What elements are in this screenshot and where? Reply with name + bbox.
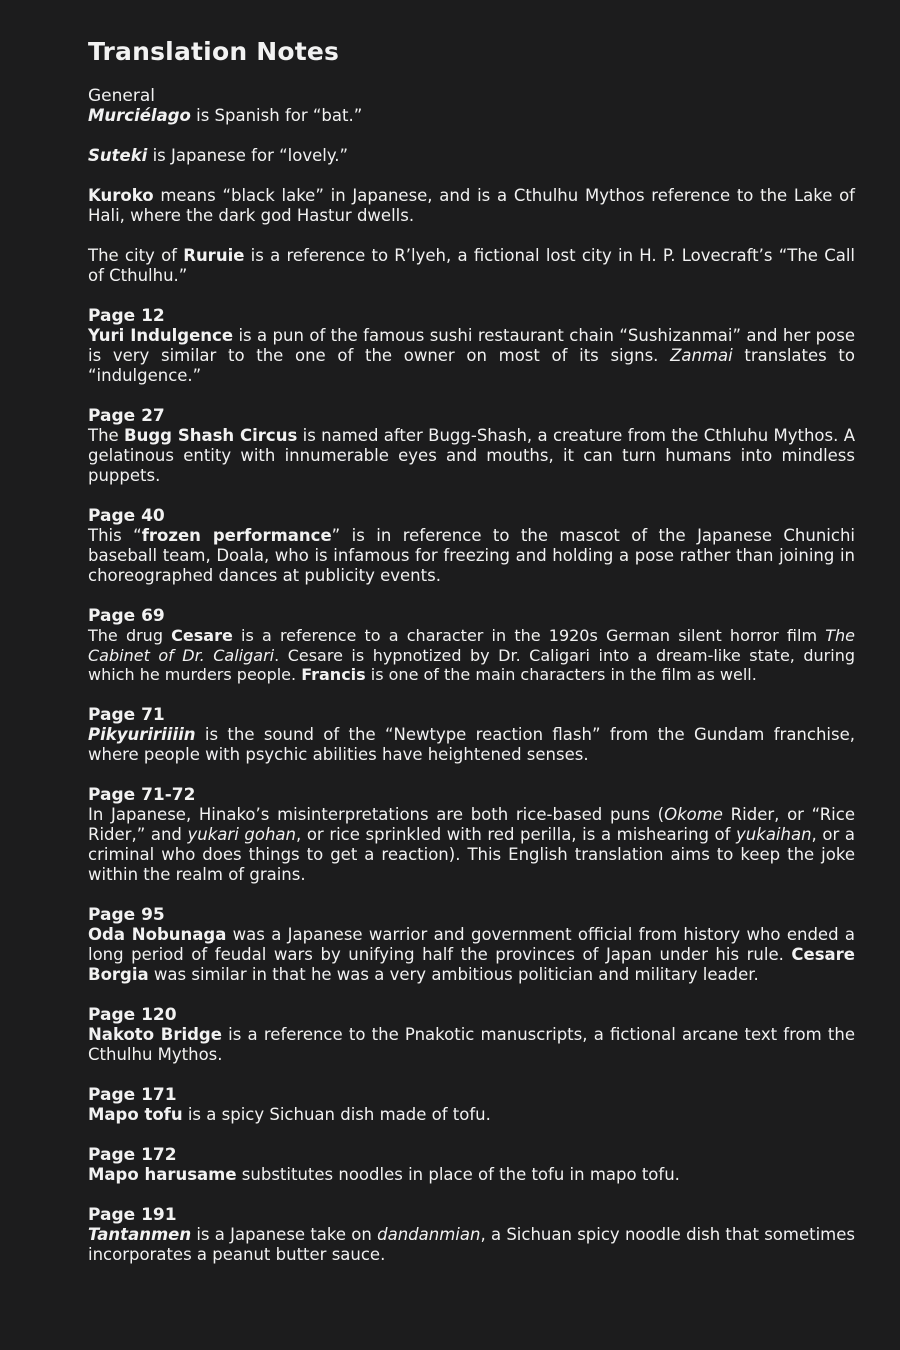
note-section (88, 606, 855, 685)
note-paragraph (88, 925, 855, 985)
emphasized-term: Mapo tofu (88, 1104, 183, 1124)
emphasized-term: Okome (664, 804, 723, 824)
note-text: is a spicy Sichuan dish made of tofu. (182, 1104, 491, 1124)
section-heading: Page 12 (88, 306, 165, 326)
note-section (88, 306, 855, 386)
section-heading: Page 120 (88, 1004, 177, 1025)
note-text: is Japanese for “lovely.” (147, 146, 349, 165)
note-section (88, 86, 855, 286)
note-text: , or a criminal who does things to get a reaction). This English translation aims to keep the joke within the realm of grains. (88, 824, 855, 884)
emphasized-term: Mapo harusame (88, 1164, 237, 1184)
note-text: was a Japanese warrior and government official from history who ended a long period of feudal wars by unifying half the provinces of Japan under his rule. (88, 924, 855, 964)
note-text: Rider, or “Rice Rider,” and (88, 804, 855, 844)
emphasized-term: frozen performance (141, 526, 332, 545)
note-text: was similar in that he was a very ambitious politician and military leader. (148, 964, 759, 984)
section-heading: Page 172 (88, 1144, 177, 1165)
section-heading: Page 27 (88, 406, 165, 426)
note-text: is a Japanese take on (191, 1224, 378, 1244)
note-text: substitutes noodles in place of the tofu in mapo tofu. (236, 1164, 680, 1184)
emphasized-term: dandanmian (377, 1224, 481, 1244)
note-text: , or rice sprinkled with red perilla, is a mishearing of (295, 824, 737, 844)
note-section (88, 1205, 855, 1265)
note-paragraph (88, 626, 855, 685)
note-text: is Spanish for “bat.” (190, 106, 363, 125)
note-section (88, 705, 855, 765)
emphasized-term: Ruruie (183, 246, 245, 265)
note-section (88, 406, 855, 486)
emphasized-term: Nakoto Bridge (88, 1024, 222, 1044)
emphasized-term: Kuroko (88, 186, 154, 205)
note-section (88, 1005, 855, 1065)
note-text: ” is in reference to the mascot of the Japanese Chunichi baseball team, Doala, who is infamous for freezing and holding a pose rather than joining in choreographed dances at publicity events. (88, 526, 855, 585)
notes-list (88, 86, 855, 1265)
emphasized-term: The Cabinet of Dr. Caligari (88, 626, 855, 665)
note-text: means “black lake” in Japanese, and is a Cthulhu Mythos reference to the Lake of Hali, where the dark god Hastur dwells. (88, 186, 855, 225)
note-text: is one of the main characters in the film as well. (365, 665, 757, 684)
note-paragraph (88, 1025, 855, 1065)
emphasized-term: Pikyuririiiin (88, 724, 196, 744)
section-heading: Page 69 (88, 606, 165, 626)
note-text: is a reference to R’lyeh, a fictional lost city in H. P. Lovecraft’s “The Call of Cthulhu.” (88, 246, 856, 285)
note-text: The drug (88, 626, 172, 645)
note-text: , a Sichuan spicy noodle dish that sometimes incorporates a peanut butter sauce. (88, 1224, 855, 1264)
section-heading: Page 71-72 (88, 784, 196, 805)
note-text: is named after Bugg-Shash, a creature from the Cthluhu Mythos. A gelatinous entity with innumerable eyes and mouths, it can turn humans into mindless puppets. (88, 426, 856, 485)
section-heading: Page 95 (88, 904, 165, 925)
note-paragraph (88, 805, 855, 885)
note-paragraph (88, 526, 855, 586)
note-paragraph (88, 246, 855, 286)
note-text: This “ (88, 526, 142, 545)
note-paragraph (88, 106, 855, 126)
page-title: Translation Notes (88, 37, 340, 66)
emphasized-term: Suteki (88, 146, 148, 165)
note-text: is the sound of the “Newtype reaction flash” from the Gundam franchise, where people with psychic abilities have heightened senses. (88, 724, 855, 764)
note-text: is a reference to the Pnakotic manuscripts, a fictional arcane text from the Cthulhu Mythos. (88, 1024, 855, 1064)
emphasized-term: Yuri Indulgence (88, 326, 234, 345)
note-paragraph (88, 186, 855, 226)
section-heading: Page 40 (88, 506, 165, 526)
note-text: In Japanese, Hinako’s misinterpretations are both rice-based puns ( (88, 804, 665, 824)
note-section (88, 785, 855, 885)
note-paragraph (88, 725, 855, 765)
note-text: The (88, 426, 125, 445)
emphasized-term: Cesare (171, 626, 233, 645)
note-paragraph (88, 1165, 855, 1185)
note-text: is a reference to a character in the 1920s German silent horror film (232, 626, 826, 645)
section-heading: Page 191 (88, 1204, 177, 1225)
note-paragraph (88, 426, 855, 486)
note-text: The city of (88, 246, 184, 265)
note-paragraph (88, 1225, 855, 1265)
note-paragraph (88, 1105, 855, 1125)
note-section (88, 506, 855, 586)
emphasized-term: Tantanmen (88, 1224, 192, 1244)
note-paragraph (88, 326, 855, 386)
note-section (88, 905, 855, 985)
note-text: is a pun of the famous sushi restaurant chain “Sushizanmai” and her pose is very similar to the one of the owner on most of its signs. (88, 326, 855, 365)
section-heading: Page 71 (88, 704, 165, 725)
emphasized-term: Oda Nobunaga (88, 924, 227, 944)
emphasized-term: yukari gohan (187, 824, 296, 844)
emphasized-term: Murciélago (88, 106, 191, 125)
emphasized-term: Zanmai (670, 346, 733, 365)
note-section (88, 1085, 855, 1125)
emphasized-term: yukaihan (736, 824, 812, 844)
note-text: . Cesare is hypnotized by Dr. Caligari into a dream-like state, during which he murders people. (88, 645, 855, 684)
note-section (88, 1145, 855, 1185)
section-heading: Page 171 (88, 1084, 177, 1105)
section-heading: General (88, 86, 155, 106)
emphasized-term: Cesare Borgia (88, 944, 855, 984)
emphasized-term: Bugg Shash Circus (124, 426, 298, 445)
note-text: translates to “indulgence.” (88, 346, 855, 385)
note-paragraph (88, 146, 855, 166)
emphasized-term: Francis (301, 665, 366, 684)
